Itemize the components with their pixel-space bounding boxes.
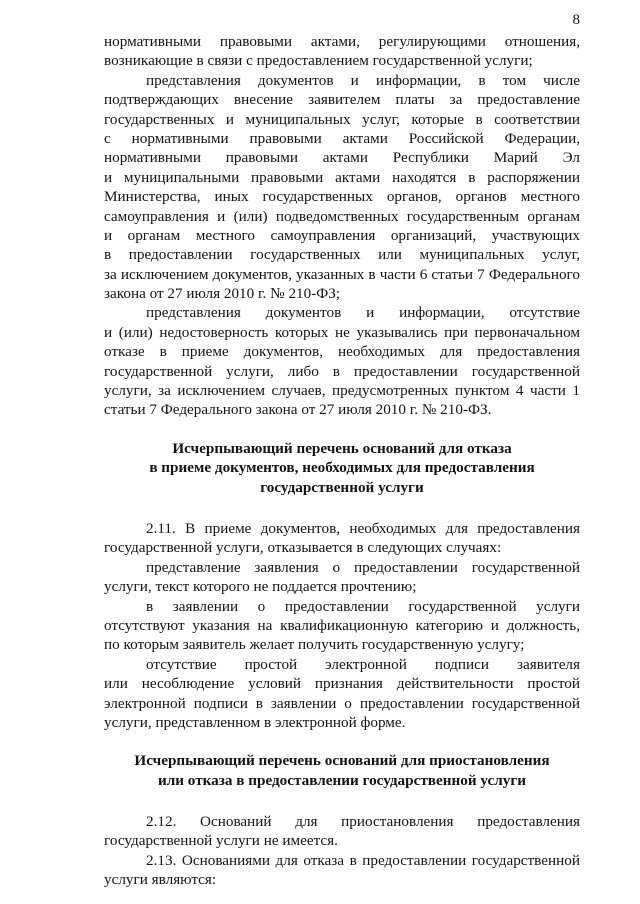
text-line: услуги, за исключением случаев, предусмотренных пунктом 4 части 1 (104, 382, 580, 400)
section-heading-line: Исчерпывающий перечень оснований для приостановления (134, 752, 550, 770)
text-line: с нормативными правовыми актами Российской Федерации, (104, 129, 580, 147)
text-line: 2.11. В приеме документов, необходимых для предоставления (146, 519, 580, 537)
text-line: или несоблюдение условий признания действительности простой (104, 675, 580, 693)
section-heading-line: или отказа в предоставлении государственной услуги (157, 771, 526, 789)
text-line: и муниципальными правовыми актами находятся в распоряжении (104, 168, 580, 186)
document-body (104, 32, 580, 890)
text-line: самоуправления и (или) подведомственных государственным органам (104, 207, 580, 225)
spacer (104, 497, 580, 519)
text-line: возникающие в связи с предоставлением государственной услуги; (104, 52, 533, 70)
text-line: и (или) недостоверность которых не указывались при первоначальном (104, 323, 580, 341)
text-line: нормативными правовыми актами Республики Марий Эл (104, 149, 580, 167)
text-line: государственной услуги не имеется. (104, 832, 338, 850)
text-line: государственных и муниципальных услуг, которые в соответствии (104, 110, 580, 128)
text-line: закона от 27 июля 2010 г. № 210-ФЗ; (104, 285, 341, 303)
text-line: за исключением документов, указанных в части 6 статьи 7 Федерального (104, 265, 580, 283)
text-line: представления документов и информации, отсутствие (146, 304, 580, 322)
text-line: и органам местного самоуправления организаций, участвующих (104, 226, 580, 244)
text-line: представления документов и информации, в том числе (146, 71, 580, 89)
spacer (104, 732, 580, 751)
text-line: услуги являются: (104, 871, 217, 889)
text-line: электронной подписи в заявлении о предоставлении государственной (104, 694, 580, 712)
text-line: в заявлении о предоставлении государственной услуги (146, 597, 580, 615)
text-line: нормативными правовыми актами, регулирующими отношения, (104, 33, 580, 50)
text-line: подтверждающих внесение заявителем платы за предоставление (104, 91, 580, 109)
text-line: статьи 7 Федерального закона от 27 июля 2010 г. № 210-ФЗ. (104, 401, 492, 419)
text-line: услуги, текст которого не поддается прочтению; (104, 578, 417, 596)
text-line: по которым заявитель желает получить государственную услугу; (104, 636, 525, 654)
text-line: 2.12. Оснований для приостановления предоставления (146, 813, 580, 831)
spacer (104, 420, 580, 439)
text-line: государственной услуги, либо в предоставлении государственной (104, 362, 580, 380)
section-heading-line: Исчерпывающий перечень оснований для отказа (172, 439, 512, 457)
section-heading-line: государственной услуги (260, 478, 424, 496)
spacer (104, 790, 580, 812)
text-line: Министерства, иных государственных органов, органов местного (104, 188, 580, 206)
text-line: отказе в приеме документов, необходимых для предоставления (104, 343, 580, 361)
text-line: отсутствие простой электронной подписи заявителя (146, 655, 580, 673)
text-line: отсутствуют указания на квалификационную категорию и должность, (104, 616, 580, 634)
page-number: 8 (572, 12, 580, 28)
text-line: в предоставлении государственных или муниципальных услуг, (104, 246, 580, 264)
text-line: представление заявления о предоставлении государственной (146, 558, 580, 576)
text-line: 2.13. Основаниями для отказа в предоставлении государственной (146, 851, 580, 869)
section-heading-line: в приеме документов, необходимых для предоставления (149, 459, 535, 477)
text-line: услуги, представленном в электронной форме. (104, 713, 406, 731)
text-line: государственной услуги, отказывается в следующих случаях: (104, 539, 502, 557)
